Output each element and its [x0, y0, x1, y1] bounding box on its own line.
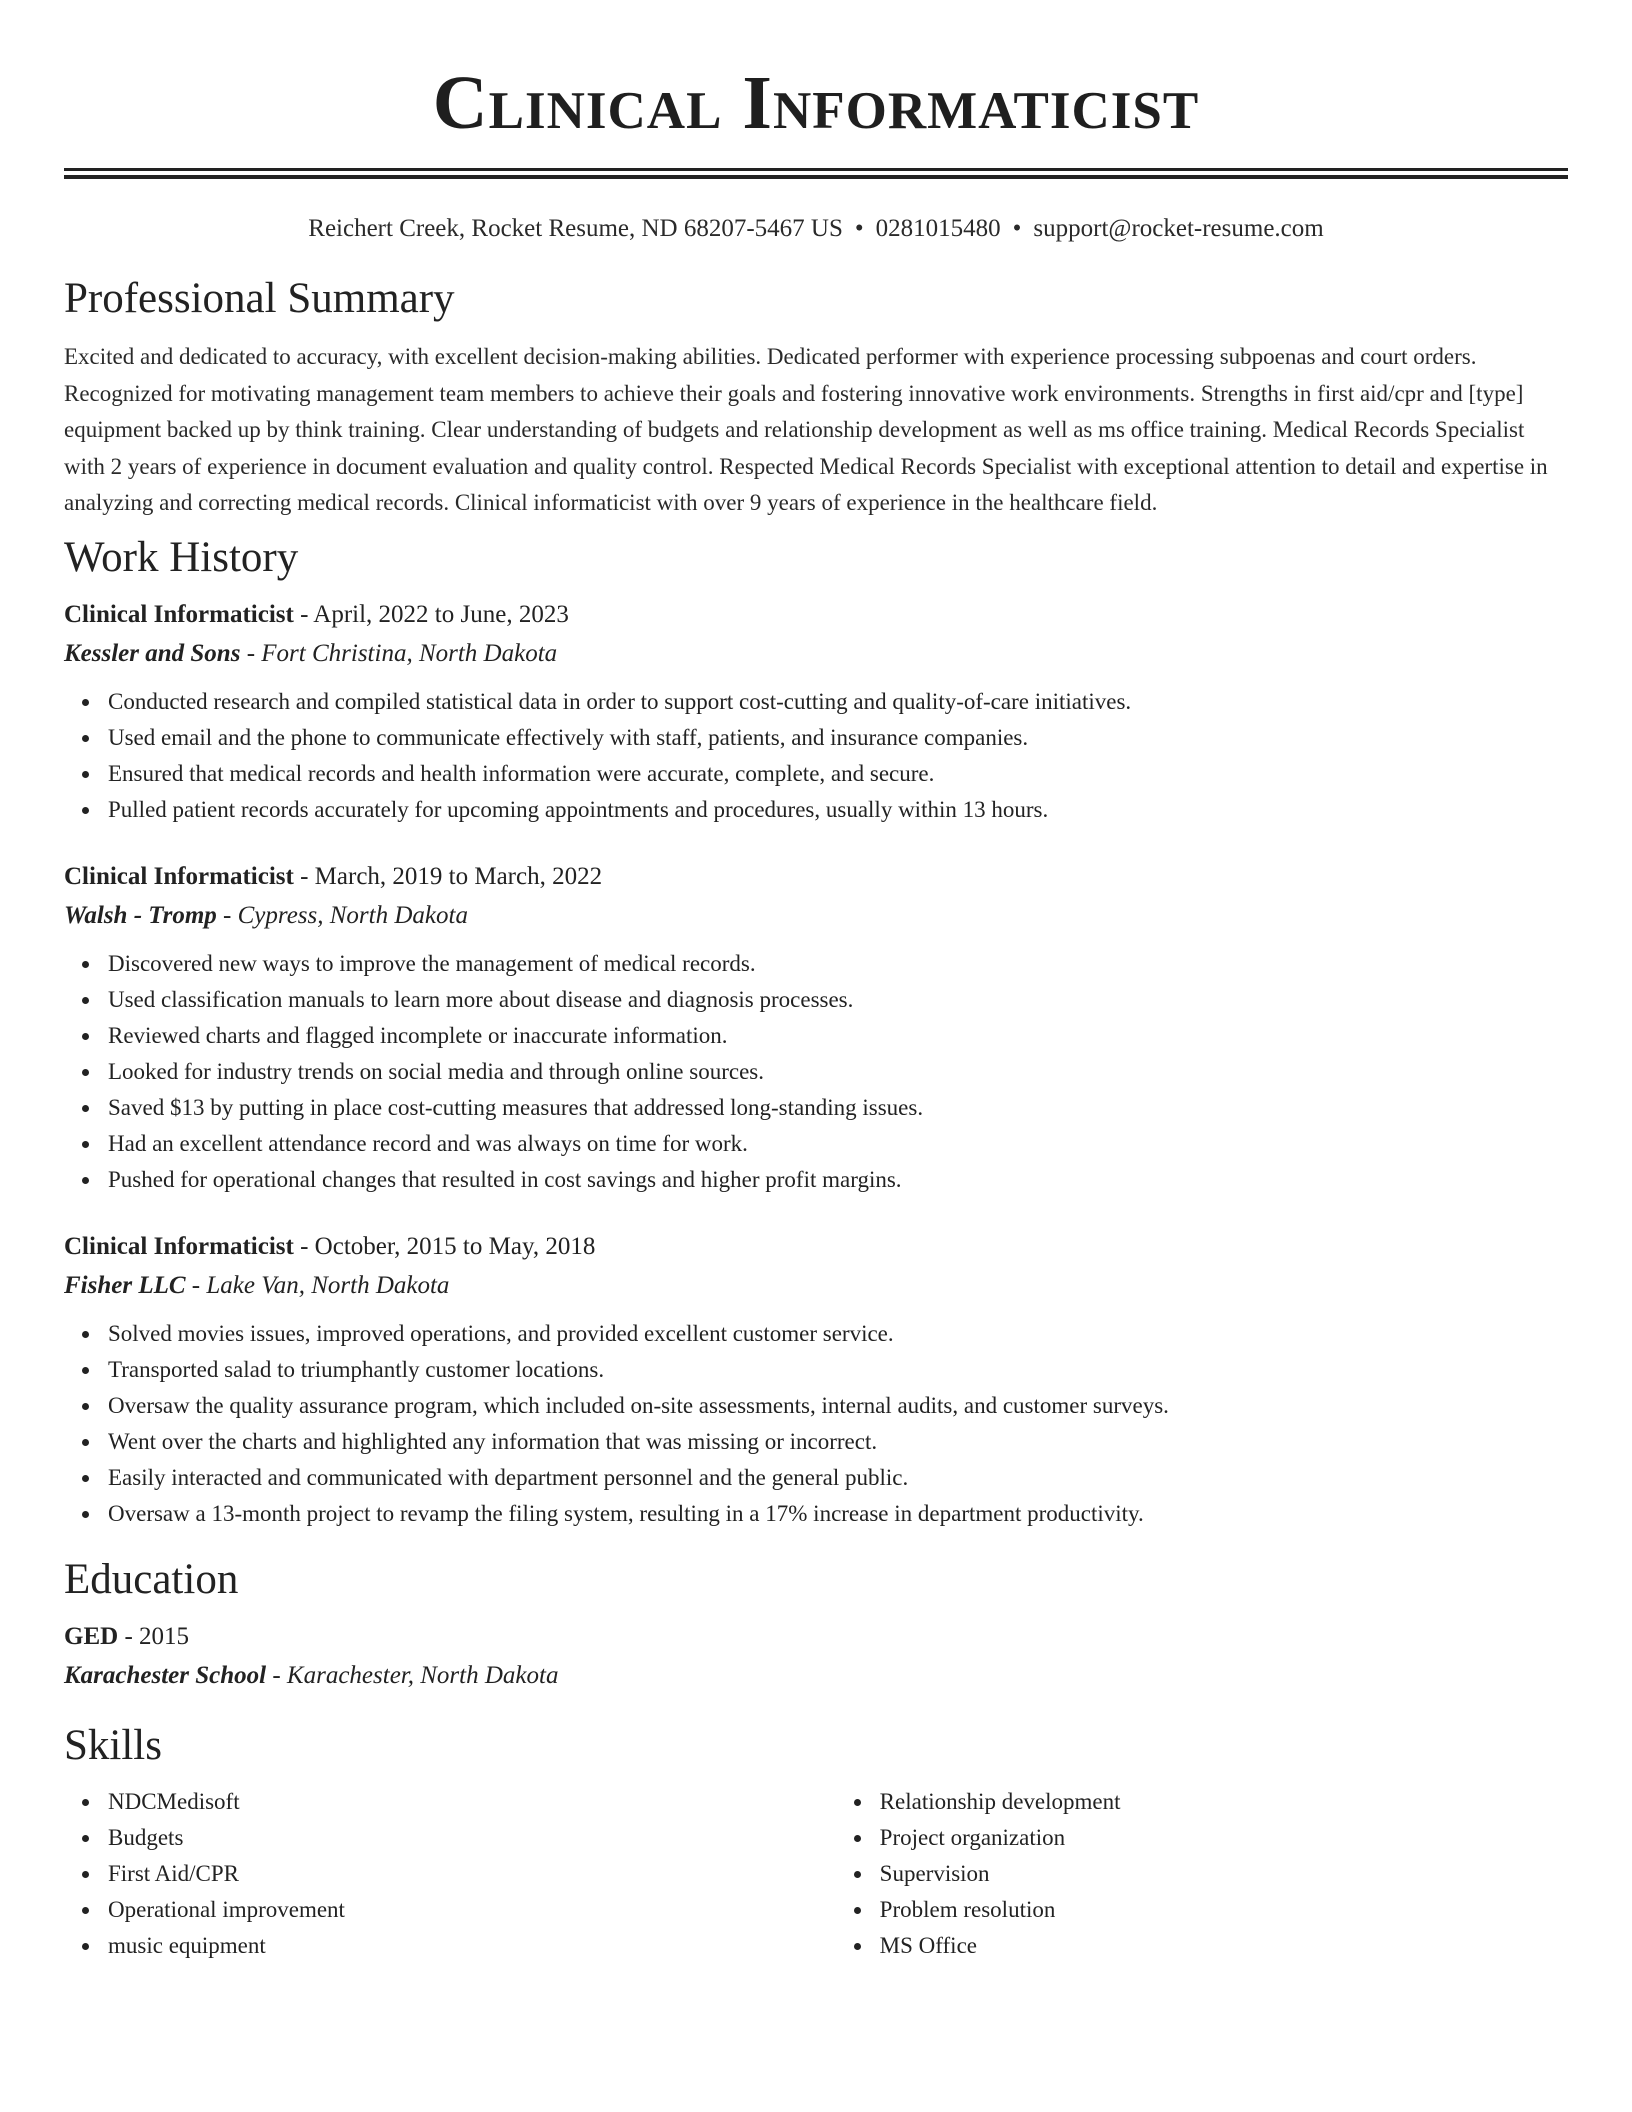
job-company: Kessler and Sons [64, 639, 241, 667]
skills-list-right [836, 1784, 1568, 1964]
skill-item: Budgets [108, 1820, 836, 1856]
list-item: Pulled patient records accurately for upcoming appointments and procedures, usually within 13 hours. [108, 792, 1568, 828]
contact-separator: • [1012, 215, 1022, 242]
list-item: Went over the charts and highlighted any information that was missing or incorrect. [108, 1424, 1568, 1460]
job-company-line [64, 1266, 1568, 1306]
education-entry [64, 1618, 1568, 1696]
list-item: Had an excellent attendance record and was always on time for work. [108, 1126, 1568, 1162]
list-item: Discovered new ways to improve the management of medical records. [108, 946, 1568, 982]
skill-item: Project organization [880, 1820, 1568, 1856]
contact-phone: 0281015480 [875, 215, 1001, 242]
skills-list-left [64, 1784, 836, 1964]
skill-item: Supervision [880, 1856, 1568, 1892]
education-school: Karachester School [64, 1661, 267, 1689]
summary-text: Excited and dedicated to accuracy, with excellent decision-making abilities. Dedicated performer with experience processing subpoenas and court orders. Recognized for motivating management team members to achieve their goals and fostering innovative work environments. Strengths in first aid/cpr and [type] equipment backed up by think training. Clear understanding of budgets and relationship development as well as ms office training. Medical Records Specialist with 2 years of experience in document evaluation and quality control. Respected Medical Records Specialist with exceptional attention to detail and expertise in analyzing and correcting medical records. Clinical informaticist with over 9 years of experience in the healthcare field. [64, 344, 1548, 515]
skill-item: First Aid/CPR [108, 1856, 836, 1892]
skill-item: MS Office [880, 1928, 1568, 1964]
skill-item: Problem resolution [880, 1892, 1568, 1928]
education-school-line [64, 1656, 1568, 1696]
list-item: Looked for industry trends on social media and through online sources. [108, 1054, 1568, 1090]
section-title-work-history: Work History [64, 533, 299, 581]
job-company: Walsh - Tromp [64, 901, 217, 929]
job-bullets [64, 684, 1568, 828]
list-item: Pushed for operational changes that resulted in cost savings and higher profit margins. [108, 1162, 1568, 1198]
list-item: Easily interacted and communicated with department personnel and the general public. [108, 1460, 1568, 1496]
list-item: Conducted research and compiled statistical data in order to support cost-cutting and quality-of-care initiatives. [108, 684, 1568, 720]
resume-page [64, 0, 1568, 1964]
resume-name-title: Clinical Informaticist [432, 61, 1200, 145]
education-year: - 2015 [118, 1622, 190, 1650]
list-item: Reviewed charts and flagged incomplete or inaccurate information. [108, 1018, 1568, 1054]
job-role: Clinical Informaticist [64, 1232, 294, 1260]
contact-email[interactable]: support@rocket-resume.com [1033, 215, 1324, 242]
section-title-education: Education [64, 1555, 239, 1603]
list-item: Oversaw the quality assurance program, which included on-site assessments, internal audits, and customer surveys. [108, 1388, 1568, 1424]
job-heading [64, 858, 1568, 896]
job-bullets [64, 946, 1568, 1198]
job-dates: - October, 2015 to May, 2018 [293, 1232, 596, 1260]
job-role: Clinical Informaticist [64, 600, 294, 628]
job-heading [64, 1228, 1568, 1266]
skill-item: Relationship development [880, 1784, 1568, 1820]
list-item: Used classification manuals to learn more about disease and diagnosis processes. [108, 982, 1568, 1018]
list-item: Transported salad to triumphantly customer locations. [108, 1352, 1568, 1388]
contact-separator: • [854, 215, 864, 242]
skills-columns [64, 1784, 1568, 1964]
job-entry [64, 858, 1568, 1198]
section-title-summary: Professional Summary [64, 275, 455, 322]
job-location: - Fort Christina, North Dakota [240, 639, 558, 667]
job-location: - Cypress, North Dakota [216, 901, 468, 929]
list-item: Used email and the phone to communicate effectively with staff, patients, and insurance companies. [108, 720, 1568, 756]
list-item: Saved $13 by putting in place cost-cutting measures that addressed long-standing issues. [108, 1090, 1568, 1126]
skill-item: music equipment [108, 1928, 836, 1964]
list-item: Ensured that medical records and health information were accurate, complete, and secure. [108, 756, 1568, 792]
education-degree: GED [64, 1622, 119, 1650]
header-divider [64, 168, 1568, 179]
job-company: Fisher LLC [64, 1271, 186, 1299]
job-company-line [64, 896, 1568, 936]
education-location: - Karachester, North Dakota [266, 1661, 559, 1689]
list-item: Solved movies issues, improved operations, and provided excellent customer service. [108, 1316, 1568, 1352]
education-heading [64, 1618, 1568, 1656]
skill-item: Operational improvement [108, 1892, 836, 1928]
job-entry [64, 1228, 1568, 1532]
section-title-skills: Skills [64, 1721, 162, 1769]
contact-line [64, 213, 1568, 245]
job-dates: - March, 2019 to March, 2022 [293, 862, 603, 890]
job-role: Clinical Informaticist [64, 862, 294, 890]
job-location: - Lake Van, North Dakota [185, 1271, 450, 1299]
job-company-line [64, 634, 1568, 674]
contact-address: Reichert Creek, Rocket Resume, ND 68207-5467 US [308, 215, 843, 242]
job-dates: - April, 2022 to June, 2023 [293, 600, 569, 628]
job-bullets [64, 1316, 1568, 1532]
job-heading [64, 596, 1568, 634]
skill-item: NDCMedisoft [108, 1784, 836, 1820]
list-item: Oversaw a 13-month project to revamp the filing system, resulting in a 17% increase in department productivity. [108, 1496, 1568, 1532]
job-entry [64, 596, 1568, 828]
